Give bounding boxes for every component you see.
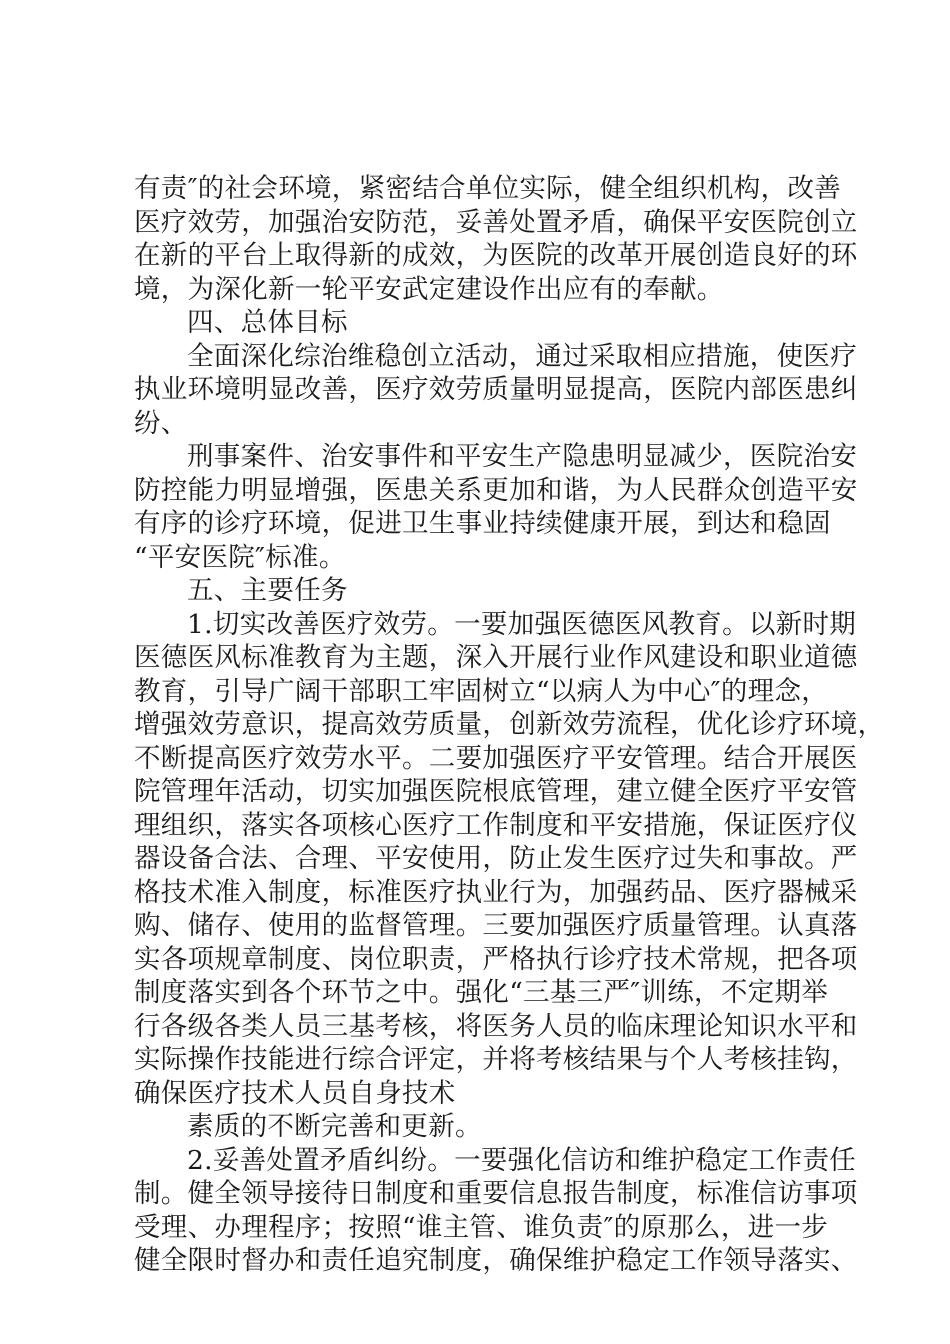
text-line: 1.切实改善医疗效劳。一要加强医德医风教育。以新时期 [187,608,857,640]
text-line: 格技术准入制度，标准医疗执业行为，加强药品、医疗器械采 [134,876,858,908]
text-line: 素质的不断完善和更新。 [187,1111,482,1142]
text-line: 执业环境明显改善，医疗效劳质量明显提高，医院内部医患纠 [134,374,858,405]
text-line: 有责″的社会环境，紧密结合单位实际，健全组织机构，改善 [134,173,841,204]
text-line: 器设备合法、合理、平安使用，防止发生医疗过失和事故。严 [134,843,858,874]
text-line: 刑事案件、治安事件和平安生产隐患明显减少，医院治安 [187,441,857,472]
text-line: 全面深化综治维稳创立活动，通过采取相应措施，使医疗 [187,340,857,372]
text-line: 增强效劳意识，提高效劳质量，创新效劳流程，优化诊疗环境， [134,709,885,740]
document-body [134,172,885,1278]
text-line: 有序的诊疗环境，促进卫生事业持续健康开展，到达和稳固 [134,508,831,539]
text-line: 在新的平台上取得新的成效，为医院的改革开展创造良好的环 [134,240,858,271]
text-line: 2.妥善处置矛盾纠纷。一要强化信访和维护稳定工作责任 [187,1144,857,1176]
text-line: 实际操作技能进行综合评定，并将考核结果与个人考核挂钩， [134,1044,858,1075]
text-line: 境，为深化新一轮平安武定建设作出应有的奉献。 [134,273,724,305]
text-line: 不断提高医疗效劳水平。二要加强医疗平安管理。结合开展医 [134,742,858,774]
text-line: 院管理年活动，切实加强医院根底管理，建立健全医疗平安管 [134,776,858,807]
text-line: 四、总体目标 [187,307,348,338]
text-line: 健全限时督办和责任追究制度，确保维护稳定工作领导落实、 [134,1245,858,1276]
text-line: 制度落实到各个环节之中。强化“三基三严″训练，不定期举 [134,977,829,1008]
text-line: 五、主要任务 [187,575,348,606]
text-line: 制。健全领导接待日制度和重要信息报告制度，标准信访事项 [134,1178,858,1209]
text-line: 购、储存、使用的监督管理。三要加强医疗质量管理。认真落 [134,910,858,941]
text-line: 行各级各类人员三基考核，将医务人员的临床理论知识水平和 [134,1010,858,1042]
text-line: 纷、 [134,407,188,439]
text-line: 防控能力明显增强，医患关系更加和谐，为人民群众创造平安 [134,474,858,506]
text-line: 理组织，落实各项核心医疗工作制度和平安措施，保证医疗仪 [134,809,858,841]
text-line: 确保医疗技术人员自身技术 [134,1077,456,1109]
text-line: 受理、办理程序；按照“谁主管、谁负责″的原那么，进一步 [134,1211,829,1243]
text-line: “平安医院″标准。 [134,541,346,573]
text-line: 医德医风标准教育为主题，深入开展行业作风建设和职业道德 [134,642,858,673]
text-line: 实各项规章制度、岗位职责，严格执行诊疗技术常规，把各项 [134,943,858,975]
text-line: 医疗效劳，加强治安防范，妥善处置矛盾，确保平安医院创立 [134,206,858,238]
text-line: 教育，引导广阔干部职工牢固树立“以病人为中心″的理念， [134,675,829,707]
